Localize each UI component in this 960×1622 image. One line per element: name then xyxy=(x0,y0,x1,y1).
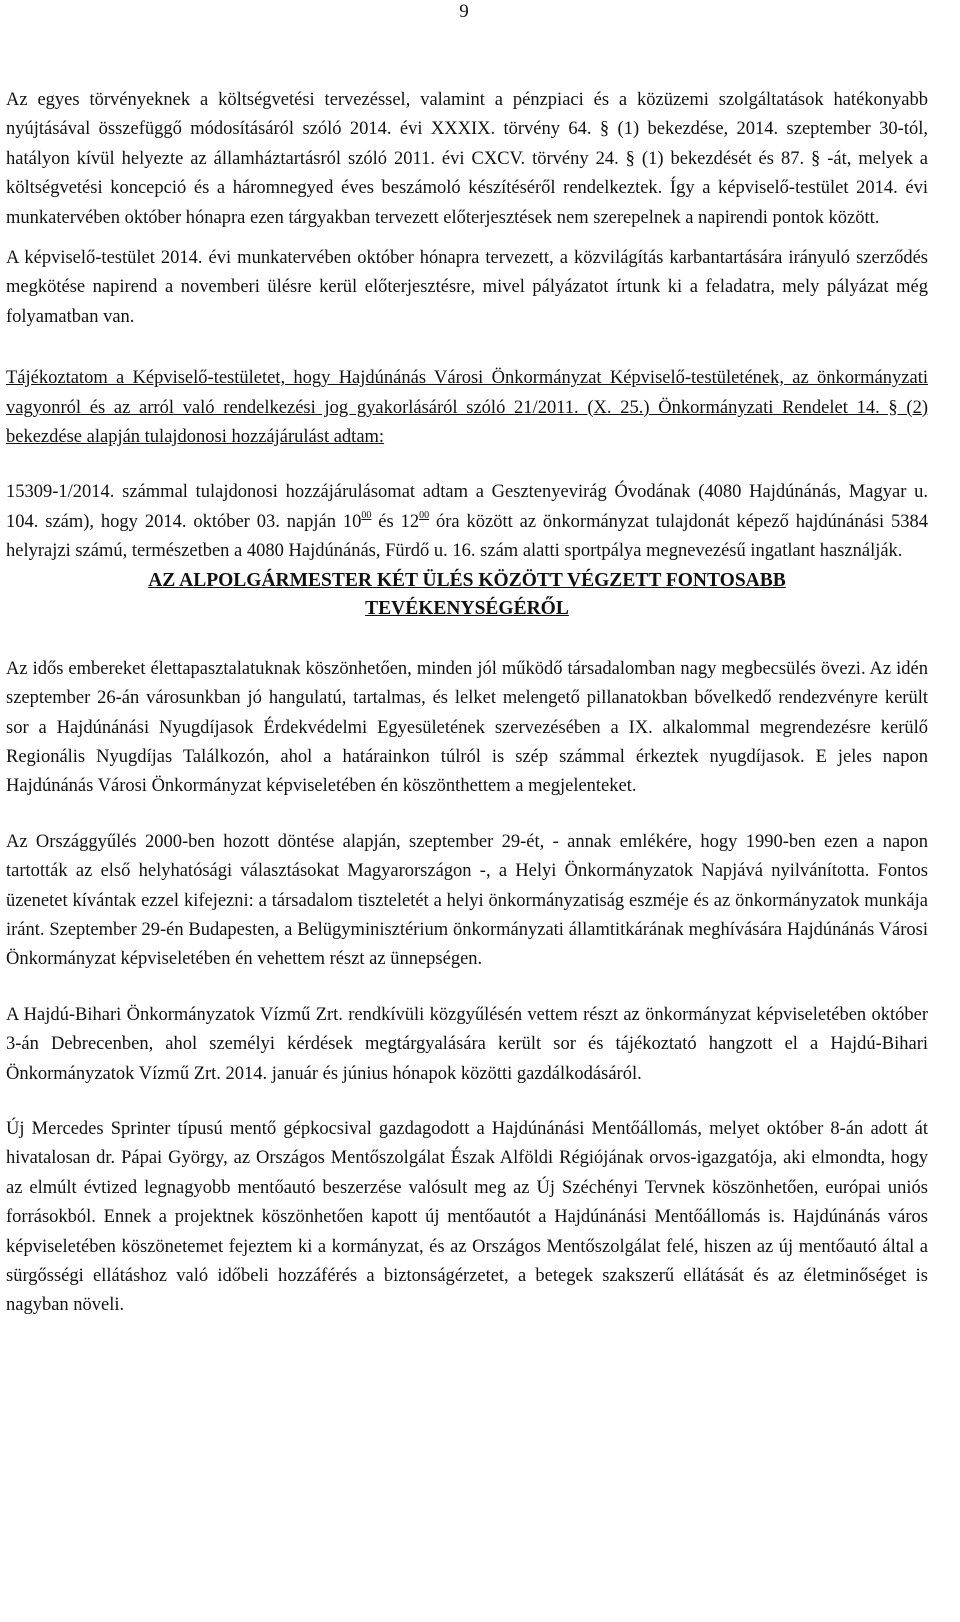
section-heading-line-1: AZ ALPOLGÁRMESTER KÉT ÜLÉS KÖZÖTT VÉGZETT FONTOSABB xyxy=(148,569,786,591)
paragraph-local-governments-day: Az Országgyűlés 2000-ben hozott döntése alapján, szeptember 29-ét, - annak emlékére, hogy 1990-ben ezen a napon tartották az első helyhatósági választásokat Magyarországon -, a Helyi Önkormányzatok Napjává nyilvánította. Fontos üzenetet kívántak ezzel kifejezni: a társadalom tiszteletét a helyi önkormányzatiság eszméje és az önkormányzatok munkája iránt. Szeptember 29-én Budapesten, a Belügyminisztérium önkormányzati államtitkárának meghívására Hajdúnánás Városi Önkormányzat képviseletében én vehettem részt az ünnepségen. xyxy=(6,831,928,970)
paragraph-street-lighting: A képviselő-testület 2014. évi munkatervében október hónapra tervezett, a közvilágítás karbantartására irányuló szerződés megkötése napirend a novemberi ülésre kerül előterjesztésre, mivel pályázatot írtunk ki a feladatra, mely pályázat még folyamatban van. xyxy=(6,248,928,327)
paragraph-owner-consent-detail xyxy=(6,478,928,566)
consent-text-a: 15309-1/2014. számmal tulajdonosi hozzájárulásomat adtam a Gesztenyevirág Óvodának (4080 Hajdúnánás, Magyar u. 104. szám), hogy 2014. október 03. napján 10 xyxy=(6,482,928,532)
page-content xyxy=(6,86,928,1321)
paragraph-pensioners-meeting: Az idős embereket élettapasztalatuknak köszönhetően, minden jól működő társadalomban nagy megbecsülés övezi. Az idén szeptember 26-án városunkban jó hangulatú, tartalmas, és lelket melengető pillanatokban bővelkedő rendezvényre került sor a Hajdúnánási Nyugdíjasok Érdekvédelmi Egyesületének szervezésében a IX. alkalommal megrendezésre kerülő Regionális Nyugdíjas Találkozón, ahol a határainkon túlról is szép számmal érkeztek nyugdíjasok. E jeles napon Hajdúnánás Városi Önkormányzat képviseletében én köszönthettem a megjelenteket. xyxy=(6,658,928,797)
paragraph-ambulance-handover: Új Mercedes Sprinter típusú mentő gépkocsival gazdagodott a Hajdúnánási Mentőállomás, melyet október 8-án adott át hivatalosan dr. Pápai György, az Országos Mentőszolgálat Észak Alföldi Régiójának orvos-igazgatója, aki elmondta, hogy az elmúlt évtized legnagyobb mentőautó beszerzése valósult meg az Új Széchényi Tervnek köszönhetően, európai uniós forrásokból. Ennek a projektnek köszönhetően kapott új mentőautót a Hajdúnánási Mentőállomás is. Hajdúnánás város képviseletében köszönetemet fejeztem ki a kormányzat, és az Országos Mentőszolgálat felé, hiszen az új mentőautó által a sürgősségi ellátáshoz való időbeli hozzáférés a biztonságérzetet, a betegek szakszerű ellátását és az életminőséget is nagyban növeli. xyxy=(6,1118,928,1316)
time-superscript-1: 00 xyxy=(361,509,372,521)
time-superscript-2: 00 xyxy=(419,509,430,521)
paragraph-legal-amendment xyxy=(6,86,928,233)
paragraph-owner-consent-intro: Tájékoztatom a Képviselő-testületet, hogy Hajdúnánás Városi Önkormányzat Képviselő-testületének, az önkormányzati vagyonról és az arról való rendelkezési jog gyakorlásáról szóló 21/2011. (X. 25.) Önkormányzati Rendelet 14. § (2) bekezdése alapján tulajdonosi hozzájárulást adtam: xyxy=(6,368,928,448)
section-heading-line-2: TEVÉKENYSÉGÉRŐL xyxy=(365,597,569,619)
consent-text-b: és 12 xyxy=(371,511,420,532)
paragraph-water-utility-meeting: A Hajdú-Bihari Önkormányzatok Vízmű Zrt. rendkívüli közgyűlésén vettem részt az önkormányzat képviseletében október 3-án Debrecenben, ahol személyi kérdések megtárgyalására került sor és tájékoztató hangzott el a Hajdú-Bihari Önkormányzatok Vízmű Zrt. 2014. január és június hónapok közötti gazdálkodásáról. xyxy=(6,1004,928,1084)
consent-text-c: óra között az önkormányzat tulajdonát képező hajdúnánási 5384 helyrajzi számú, természetben a 4080 Hajdúnánás, Fürdő u. 16. szám alatti sportpálya megnevezésű ingatlant használják. xyxy=(6,511,928,562)
section-heading xyxy=(6,567,928,623)
paragraph-legal-amendment-text: Az egyes törvényeknek a költségvetési tervezéssel, valamint a pénzpiaci és a közüzemi szolgáltatások hatékonyabb nyújtásával összefüggő módosításáról szóló 2014. évi XXXIX. törvény 64. § (1) bekezdése, 2014. szeptember 30-tól, hatályon kívül helyezte az államháztartásról szóló 2011. évi CXCV. törvény 24. § (1) bekezdését és 87. § -át, melyek a költségvetési koncepció és a háromnegyed éves beszámoló készítéséről rendelkeztek. Így a képviselő-testület 2014. évi munkatervében október hónapra ezen tárgyakban tervezett előterjesztések nem szerepelnek a napirendi pontok között. xyxy=(6,90,928,228)
page-number: 9 xyxy=(459,1,469,22)
